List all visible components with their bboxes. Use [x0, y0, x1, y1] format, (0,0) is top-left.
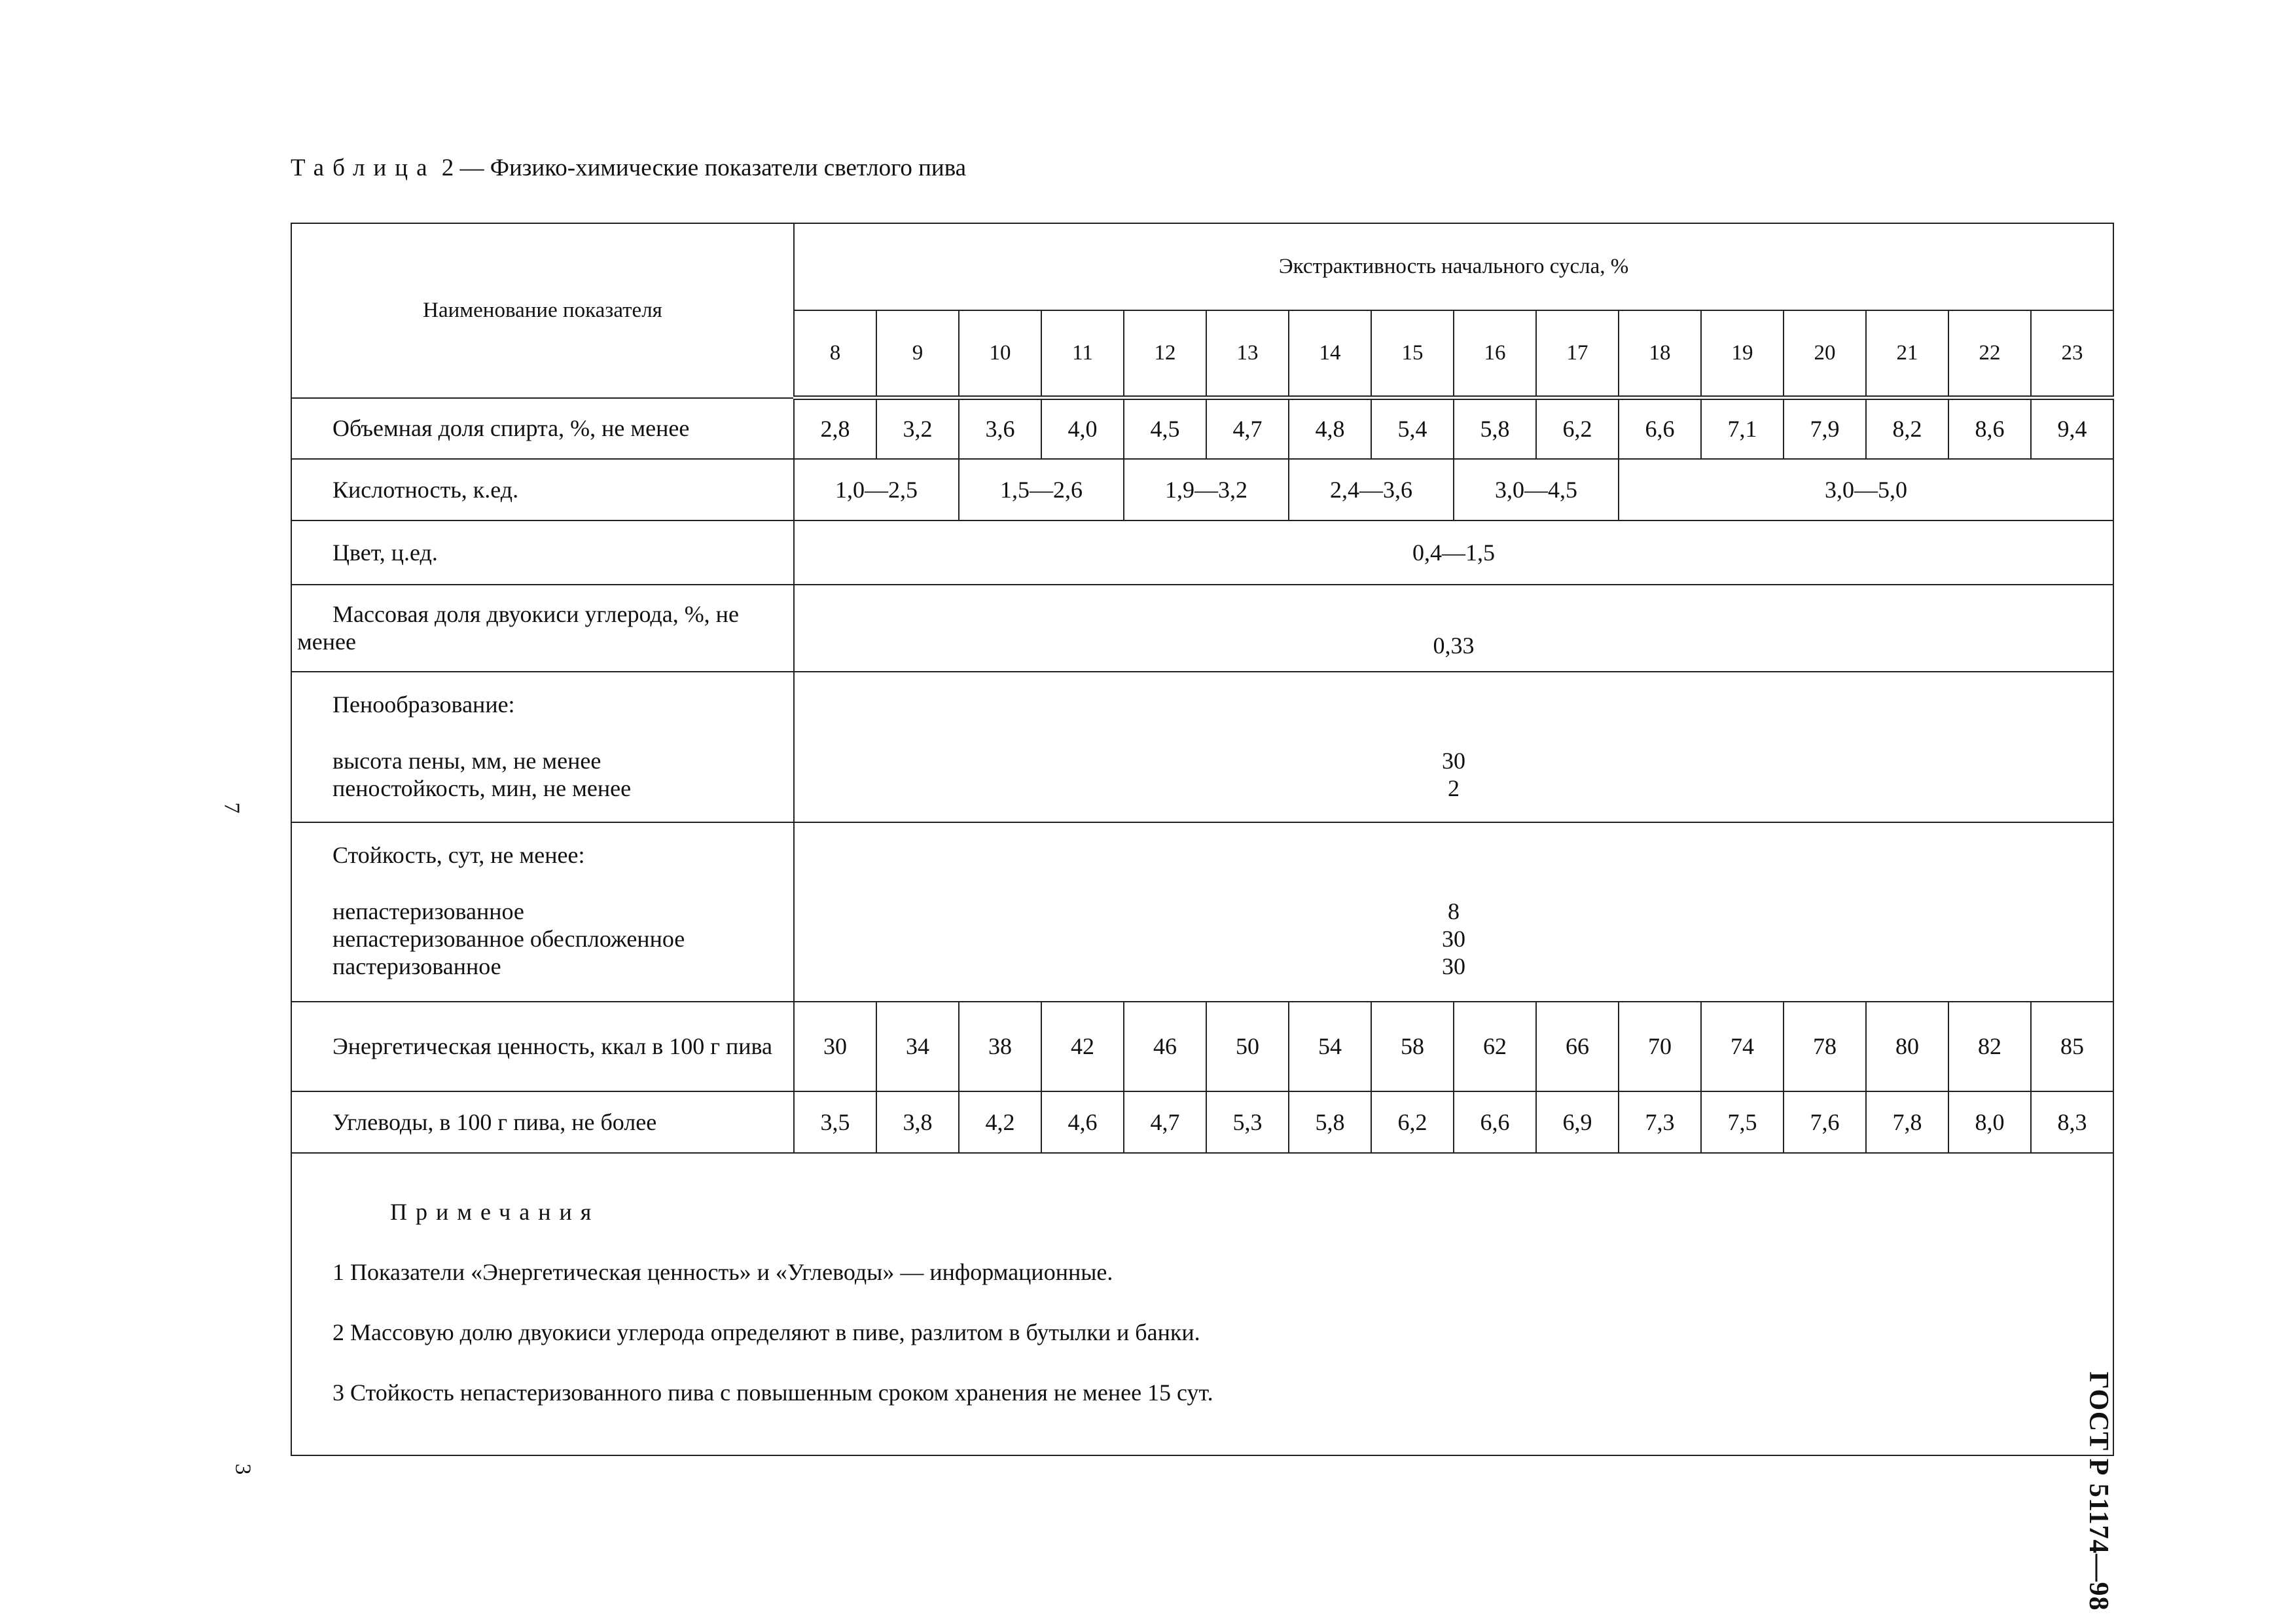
value-cell: 78	[1784, 1002, 1866, 1091]
note-item: 2 Массовую долю двуокиси углерода определяют в пиве, разлитом в бутылки и банки.	[332, 1319, 1200, 1345]
row-co2	[291, 585, 2113, 672]
stability-item-pasteurized: пастеризованное	[332, 953, 501, 979]
stability-item-unpasteurized: непастеризованное	[332, 898, 524, 924]
value-cell: 4,7	[1206, 398, 1289, 459]
header-extract-title: Экстрактивность начального сусла, %	[794, 223, 2113, 310]
row-alcohol-label: Объемная доля спирта, %, не менее	[291, 398, 794, 459]
stability-item-sterile: непастеризованное обеспложенное	[332, 925, 685, 952]
extract-cell: 15	[1371, 310, 1454, 398]
value-cell: 6,2	[1536, 398, 1619, 459]
page-number-bottom: 3	[230, 1463, 255, 1475]
value-cell: 54	[1289, 1002, 1371, 1091]
value-cell: 1,0—2,5	[794, 459, 959, 520]
value-cell: 30	[1442, 747, 1466, 774]
value-cell: 30	[1442, 953, 1466, 979]
value-cell: 74	[1701, 1002, 1784, 1091]
value-cell: 7,3	[1619, 1091, 1701, 1153]
value-cell: 5,4	[1371, 398, 1454, 459]
table-caption	[291, 154, 966, 182]
row-foam-label	[291, 672, 794, 822]
value-cell: 5,8	[1454, 398, 1536, 459]
row-notes	[291, 1153, 2113, 1455]
foam-title: Пенообразование:	[332, 691, 515, 718]
stability-values	[794, 822, 2113, 1002]
extract-cell: 22	[1948, 310, 2031, 398]
value-cell: 4,8	[1289, 398, 1371, 459]
value-cell: 8,2	[1866, 398, 1948, 459]
value-cell: 7,8	[1866, 1091, 1948, 1153]
value-cell: 9,4	[2031, 398, 2113, 459]
note-item: 3 Стойкость непастеризованного пива с повышенным сроком хранения не менее 15 сут.	[332, 1379, 1213, 1406]
caption-prefix: Таблица	[291, 155, 436, 181]
row-energy	[291, 1002, 2113, 1091]
value-cell: 7,1	[1701, 398, 1784, 459]
notes-title: Примечания	[390, 1198, 600, 1225]
row-acidity	[291, 459, 2113, 520]
value-cell: 3,5	[794, 1091, 876, 1153]
value-cell: 42	[1041, 1002, 1124, 1091]
extract-cell: 18	[1619, 310, 1701, 398]
caption-text: 2 — Физико-химические показатели светлого пива	[441, 155, 967, 181]
standard-designation: ГОСТ Р 51174—98	[2083, 1372, 2113, 1611]
header-name-cell: Наименование показателя	[291, 223, 794, 398]
row-energy-label: Энергетическая ценность, ккал в 100 г пива	[291, 1002, 794, 1091]
value-cell: 6,9	[1536, 1091, 1619, 1153]
value-cell: 4,7	[1124, 1091, 1206, 1153]
value-cell: 4,0	[1041, 398, 1124, 459]
value-cell: 0,4—1,5	[794, 520, 2113, 585]
value-cell: 5,3	[1206, 1091, 1289, 1153]
value-cell: 2,4—3,6	[1289, 459, 1454, 520]
value-cell: 8	[1448, 898, 1460, 924]
value-cell: 34	[876, 1002, 959, 1091]
value-cell: 38	[959, 1002, 1041, 1091]
foam-values	[794, 672, 2113, 822]
row-acidity-label: Кислотность, к.ед.	[291, 459, 794, 520]
value-cell: 5,8	[1289, 1091, 1371, 1153]
value-cell: 6,2	[1371, 1091, 1454, 1153]
value-cell: 4,6	[1041, 1091, 1124, 1153]
value-cell: 3,6	[959, 398, 1041, 459]
value-cell: 6,6	[1454, 1091, 1536, 1153]
value-cell: 8,3	[2031, 1091, 2113, 1153]
row-co2-label: Массовая доля двуокиси углерода, %, не менее	[291, 585, 794, 672]
row-stability	[291, 822, 2113, 1002]
extract-cell: 16	[1454, 310, 1536, 398]
extract-cell: 21	[1866, 310, 1948, 398]
row-stability-label	[291, 822, 794, 1002]
foam-item-stability: пеностойкость, мин, не менее	[332, 775, 632, 801]
value-cell: 2	[1448, 775, 1460, 801]
value-cell: 1,9—3,2	[1124, 459, 1289, 520]
value-cell: 80	[1866, 1002, 1948, 1091]
value-cell: 58	[1371, 1002, 1454, 1091]
foam-item-height: высота пены, мм, не менее	[332, 747, 601, 774]
row-foam	[291, 672, 2113, 822]
value-cell: 3,8	[876, 1091, 959, 1153]
value-cell: 50	[1206, 1002, 1289, 1091]
extract-cell: 17	[1536, 310, 1619, 398]
row-carbs	[291, 1091, 2113, 1153]
value-cell: 6,6	[1619, 398, 1701, 459]
value-cell: 82	[1948, 1002, 2031, 1091]
row-carbs-label: Углеводы, в 100 г пива, не более	[291, 1091, 794, 1153]
value-cell: 30	[794, 1002, 876, 1091]
value-cell: 3,0—5,0	[1619, 459, 2113, 520]
extract-cell: 14	[1289, 310, 1371, 398]
value-cell: 30	[1442, 925, 1466, 952]
stability-title: Стойкость, сут, не менее:	[332, 841, 585, 868]
value-cell: 3,2	[876, 398, 959, 459]
extract-cell: 20	[1784, 310, 1866, 398]
extract-cell: 8	[794, 310, 876, 398]
extract-cell: 11	[1041, 310, 1124, 398]
value-cell: 7,9	[1784, 398, 1866, 459]
value-cell: 8,6	[1948, 398, 2031, 459]
value-cell: 0,33	[794, 585, 2113, 672]
physico-chemical-table	[291, 223, 2114, 1456]
value-cell: 7,6	[1784, 1091, 1866, 1153]
value-cell: 66	[1536, 1002, 1619, 1091]
extract-cell: 19	[1701, 310, 1784, 398]
value-cell: 8,0	[1948, 1091, 2031, 1153]
value-cell: 85	[2031, 1002, 2113, 1091]
row-color-label: Цвет, ц.ед.	[291, 520, 794, 585]
value-cell: 70	[1619, 1002, 1701, 1091]
extract-cell: 10	[959, 310, 1041, 398]
value-cell: 2,8	[794, 398, 876, 459]
extract-cell: 9	[876, 310, 959, 398]
value-cell: 46	[1124, 1002, 1206, 1091]
value-cell: 4,5	[1124, 398, 1206, 459]
extract-cell: 13	[1206, 310, 1289, 398]
row-color	[291, 520, 2113, 585]
page-number-top: 7	[219, 802, 244, 814]
value-cell: 7,5	[1701, 1091, 1784, 1153]
value-cell: 62	[1454, 1002, 1536, 1091]
row-alcohol	[291, 398, 2113, 459]
value-cell: 1,5—2,6	[959, 459, 1124, 520]
value-cell: 3,0—4,5	[1454, 459, 1619, 520]
notes-cell	[291, 1153, 2113, 1455]
header-row-1	[291, 223, 2113, 310]
extract-cell: 12	[1124, 310, 1206, 398]
value-cell: 4,2	[959, 1091, 1041, 1153]
extract-cell: 23	[2031, 310, 2113, 398]
note-item: 1 Показатели «Энергетическая ценность» и «Углеводы» — информационные.	[332, 1258, 1113, 1285]
